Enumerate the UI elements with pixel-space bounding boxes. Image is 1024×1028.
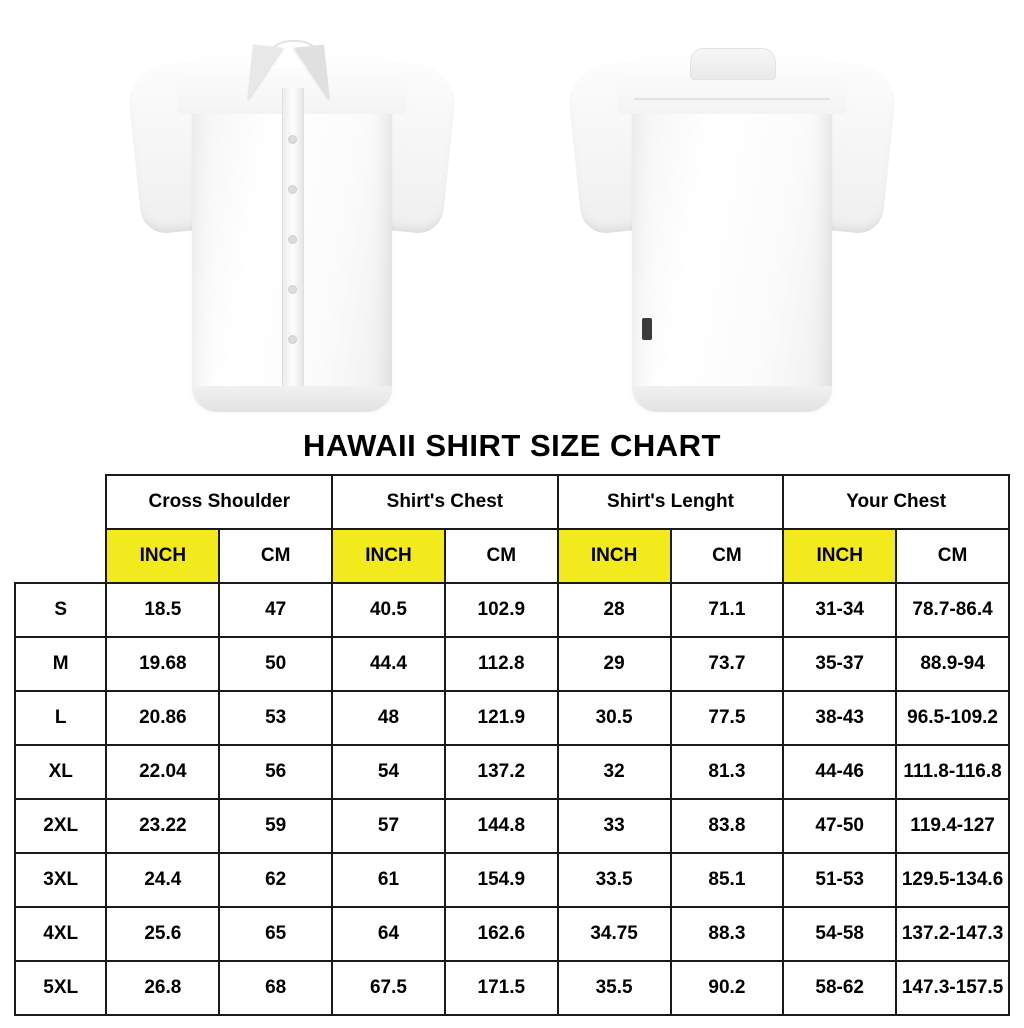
column-group-cross-shoulder: Cross Shoulder (106, 475, 332, 529)
shirt-front-illustration (132, 18, 452, 428)
cell-cross-shoulder-cm: 62 (219, 853, 332, 907)
cell-length-cm: 83.8 (671, 799, 784, 853)
cell-cross-shoulder-cm: 59 (219, 799, 332, 853)
table-row (15, 691, 1009, 745)
cell-cross-shoulder-inch: 22.04 (106, 745, 219, 799)
cell-your-chest-inch: 51-53 (783, 853, 896, 907)
cell-your-chest-inch: 44-46 (783, 745, 896, 799)
cell-cross-shoulder-cm: 68 (219, 961, 332, 1015)
cell-cross-shoulder-cm: 65 (219, 907, 332, 961)
row-size-label: M (15, 637, 106, 691)
row-size-label: 5XL (15, 961, 106, 1015)
cell-cross-shoulder-inch: 20.86 (106, 691, 219, 745)
cell-your-chest-cm: 129.5-134.6 (896, 853, 1009, 907)
cell-length-inch: 29 (558, 637, 671, 691)
table-row (15, 745, 1009, 799)
row-size-label: 4XL (15, 907, 106, 961)
cell-chest-inch: 57 (332, 799, 445, 853)
row-size-label: 2XL (15, 799, 106, 853)
shirt-hem (192, 386, 392, 412)
cell-chest-inch: 40.5 (332, 583, 445, 637)
cell-cross-shoulder-cm: 53 (219, 691, 332, 745)
column-group-shirts-chest: Shirt's Chest (332, 475, 558, 529)
row-size-label: XL (15, 745, 106, 799)
unit-header-inch: INCH (558, 529, 671, 583)
cell-length-inch: 28 (558, 583, 671, 637)
product-image-area (0, 0, 1024, 428)
shirt-collar-left (247, 45, 283, 104)
shirt-brand-tag (642, 318, 652, 340)
row-size-label: S (15, 583, 106, 637)
cell-your-chest-inch: 58-62 (783, 961, 896, 1015)
table-row (15, 583, 1009, 637)
shirt-button (289, 286, 296, 293)
cell-cross-shoulder-inch: 23.22 (106, 799, 219, 853)
shirt-back-yoke (634, 98, 830, 100)
cell-your-chest-inch: 31-34 (783, 583, 896, 637)
unit-header-inch: INCH (783, 529, 896, 583)
cell-chest-inch: 61 (332, 853, 445, 907)
cell-cross-shoulder-inch: 19.68 (106, 637, 219, 691)
cell-your-chest-cm: 96.5-109.2 (896, 691, 1009, 745)
unit-header-cm: CM (445, 529, 558, 583)
cell-chest-inch: 64 (332, 907, 445, 961)
unit-header-cm: CM (219, 529, 332, 583)
cell-cross-shoulder-inch: 26.8 (106, 961, 219, 1015)
shirt-back-illustration (572, 18, 892, 428)
cell-cross-shoulder-cm: 47 (219, 583, 332, 637)
cell-length-cm: 88.3 (671, 907, 784, 961)
row-size-label: 3XL (15, 853, 106, 907)
table-row (15, 799, 1009, 853)
cell-your-chest-cm: 147.3-157.5 (896, 961, 1009, 1015)
cell-chest-inch: 48 (332, 691, 445, 745)
cell-length-inch: 33 (558, 799, 671, 853)
cell-your-chest-cm: 137.2-147.3 (896, 907, 1009, 961)
cell-cross-shoulder-inch: 18.5 (106, 583, 219, 637)
cell-cross-shoulder-inch: 24.4 (106, 853, 219, 907)
cell-your-chest-inch: 35-37 (783, 637, 896, 691)
shirt-button (289, 236, 296, 243)
cell-chest-cm: 137.2 (445, 745, 558, 799)
table-row (15, 907, 1009, 961)
table-group-header-row (15, 475, 1009, 529)
cell-your-chest-cm: 78.7-86.4 (896, 583, 1009, 637)
unit-header-inch: INCH (332, 529, 445, 583)
cell-chest-cm: 154.9 (445, 853, 558, 907)
cell-cross-shoulder-cm: 56 (219, 745, 332, 799)
cell-length-cm: 81.3 (671, 745, 784, 799)
cell-length-cm: 90.2 (671, 961, 784, 1015)
table-row (15, 637, 1009, 691)
cell-your-chest-inch: 54-58 (783, 907, 896, 961)
cell-cross-shoulder-inch: 25.6 (106, 907, 219, 961)
cell-length-inch: 35.5 (558, 961, 671, 1015)
table-row (15, 961, 1009, 1015)
cell-chest-cm: 162.6 (445, 907, 558, 961)
shirt-button (289, 136, 296, 143)
cell-length-cm: 73.7 (671, 637, 784, 691)
table-corner-cell (15, 475, 106, 583)
column-group-your-chest: Your Chest (783, 475, 1009, 529)
cell-length-inch: 33.5 (558, 853, 671, 907)
shirt-button (289, 186, 296, 193)
cell-your-chest-cm: 111.8-116.8 (896, 745, 1009, 799)
cell-your-chest-cm: 119.4-127 (896, 799, 1009, 853)
cell-chest-cm: 144.8 (445, 799, 558, 853)
cell-length-inch: 32 (558, 745, 671, 799)
shirt-hem (632, 386, 832, 412)
cell-your-chest-inch: 47-50 (783, 799, 896, 853)
shirt-collar-right (294, 45, 330, 104)
unit-header-cm: CM (671, 529, 784, 583)
table-unit-header-row (15, 529, 1009, 583)
cell-your-chest-cm: 88.9-94 (896, 637, 1009, 691)
cell-chest-cm: 121.9 (445, 691, 558, 745)
cell-length-inch: 34.75 (558, 907, 671, 961)
size-chart-table-wrap (0, 474, 1024, 1028)
cell-length-cm: 85.1 (671, 853, 784, 907)
cell-chest-inch: 67.5 (332, 961, 445, 1015)
size-chart-table (14, 474, 1010, 1016)
cell-your-chest-inch: 38-43 (783, 691, 896, 745)
table-row (15, 853, 1009, 907)
cell-chest-inch: 44.4 (332, 637, 445, 691)
cell-length-cm: 77.5 (671, 691, 784, 745)
cell-chest-inch: 54 (332, 745, 445, 799)
cell-chest-cm: 102.9 (445, 583, 558, 637)
cell-chest-cm: 171.5 (445, 961, 558, 1015)
unit-header-cm: CM (896, 529, 1009, 583)
cell-cross-shoulder-cm: 50 (219, 637, 332, 691)
column-group-shirts-length: Shirt's Lenght (558, 475, 784, 529)
cell-length-inch: 30.5 (558, 691, 671, 745)
page-title: HAWAII SHIRT SIZE CHART (303, 428, 721, 463)
shirt-back-collar (690, 48, 776, 80)
cell-chest-cm: 112.8 (445, 637, 558, 691)
row-size-label: L (15, 691, 106, 745)
shirt-button (289, 336, 296, 343)
cell-length-cm: 71.1 (671, 583, 784, 637)
unit-header-inch: INCH (106, 529, 219, 583)
